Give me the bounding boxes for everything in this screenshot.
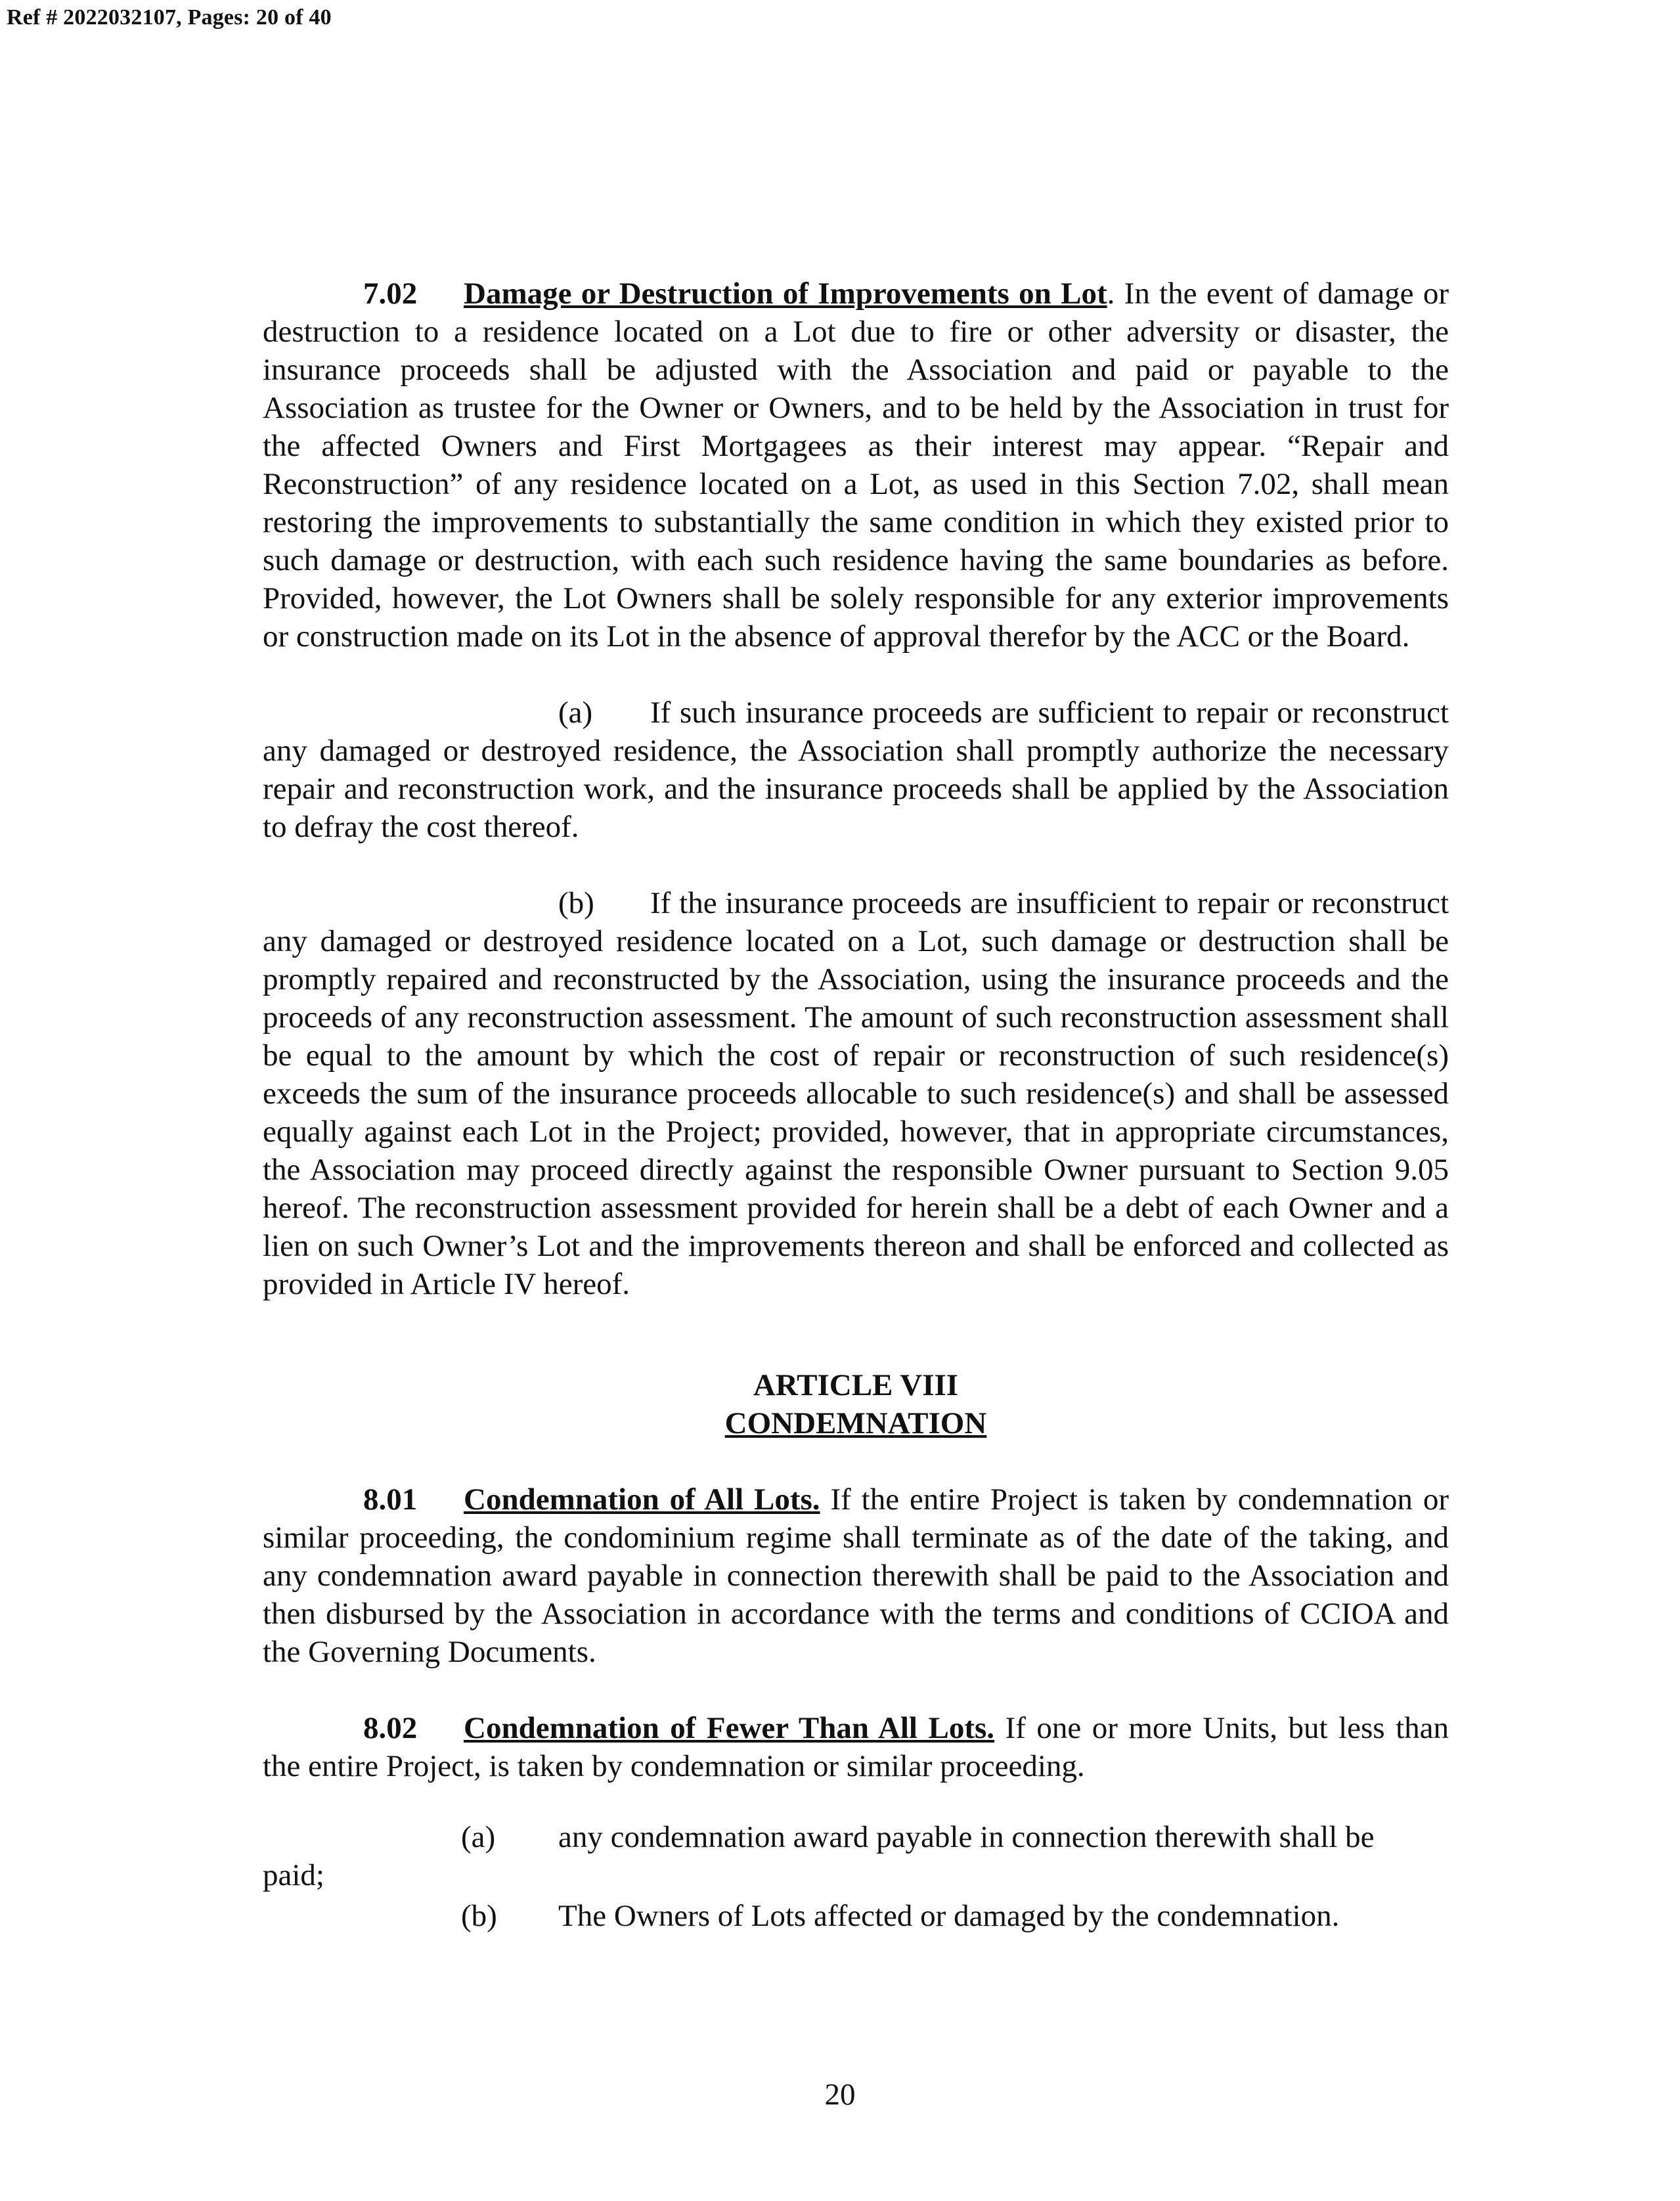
section-number: 8.01	[363, 1482, 418, 1517]
section-8-02	[263, 1709, 1449, 1785]
section-7-02	[263, 275, 1449, 656]
section-8-01	[263, 1480, 1449, 1671]
section-7-02-a	[263, 694, 1449, 846]
section-title: Damage or Destruction of Improvements on Lot	[464, 277, 1107, 311]
article-title: CONDEMNATION	[724, 1406, 987, 1440]
list-item-label: (b)	[461, 1899, 497, 1933]
section-body: If one or more Units, but less than the entire Project, is taken by condemnation or similar proceeding.	[263, 1711, 1449, 1783]
document-body	[263, 275, 1449, 1936]
section-7-02-b	[263, 884, 1449, 1303]
list-item-label: (a)	[461, 1820, 496, 1854]
page-reference-header: Ref # 2022032107, Pages: 20 of 40	[7, 5, 332, 30]
list-item-text: any condemnation award payable in connection therewith shall be	[558, 1820, 1375, 1854]
subsection-text: If such insurance proceeds are sufficient to repair or reconstruct any damaged or destroyed residence, the Association shall promptly authorize the necessary repair and reconstruction work, and the insurance proceeds shall be applied by the Association to defray the cost thereof.	[263, 696, 1449, 844]
section-body: . In the event of damage or destruction to a residence located on a Lot due to fire or other adversity or disaster, the insurance proceeds shall be adjusted with the Association and paid or payable to the Association as trustee for the Owner or Owners, and to be held by the Association in trust for the affected Owners and First Mortgagees as their interest may appear. “Repair and Reconstruction” of any residence located on a Lot, as used in this Section 7.02, shall mean restoring the improvements to substantially the same condition in which they existed prior to such damage or destruction, with each such residence having the same boundaries as before. Provided, however, the Lot Owners shall be solely responsible for any exterior improvements or construction made on its Lot in the absence of approval therefor by the ACC or the Board.	[263, 277, 1449, 654]
section-8-02-list	[263, 1818, 1449, 1936]
page-number: 20	[824, 2078, 856, 2112]
article-number: ARTICLE VIII	[753, 1368, 959, 1402]
list-item-continuation: paid;	[263, 1858, 324, 1892]
list-item-text: The Owners of Lots affected or damaged by the condemnation.	[558, 1899, 1340, 1933]
subsection-label: (b)	[558, 886, 594, 920]
article-heading	[263, 1366, 1449, 1442]
section-title: Condemnation of Fewer Than All Lots.	[464, 1711, 995, 1745]
section-number: 8.02	[363, 1711, 418, 1745]
section-body: If the entire Project is taken by condemnation or similar proceeding, the condominium regime shall terminate as of the date of the taking, and any condemnation award payable in connection therewith shall be paid to the Association and then disbursed by the Association in accordance with the terms and conditions of CCIOA and the Governing Documents.	[263, 1482, 1449, 1669]
section-title: Condemnation of All Lots.	[464, 1482, 820, 1517]
subsection-label: (a)	[558, 696, 593, 730]
section-number: 7.02	[363, 277, 418, 311]
subsection-text: If the insurance proceeds are insufficient to repair or reconstruct any damaged or destroyed residence located on a Lot, such damage or destruction shall be promptly repaired and reconstructed by the Association, using the insurance proceeds and the proceeds of any reconstruction assessment. The amount of such reconstruction assessment shall be equal to the amount by which the cost of repair or reconstruction of such residence(s) exceeds the sum of the insurance proceeds allocable to such residence(s) and shall be assessed equally against each Lot in the Project; provided, however, that in appropriate circumstances, the Association may proceed directly against the responsible Owner pursuant to Section 9.05 hereof. The reconstruction assessment provided for herein shall be a debt of each Owner and a lien on such Owner’s Lot and the improvements thereon and shall be enforced and collected as provided in Article IV hereof.	[263, 886, 1449, 1301]
